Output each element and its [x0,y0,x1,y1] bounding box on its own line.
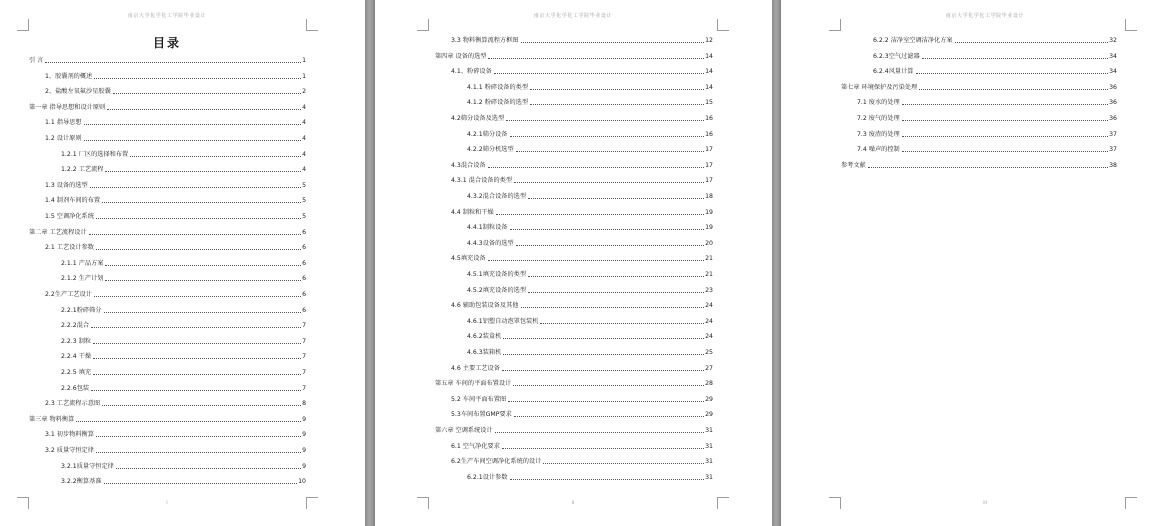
toc-entry[interactable] [29,443,306,455]
toc-entry-label: 4.2.1筛分设备 [467,130,508,138]
toc-entry-label: 4.3.1 混合设备的类型 [451,177,513,185]
toc-entry-page-number: 14 [705,68,713,76]
toc-entry-label: 4.2.2筛分机选型 [467,146,514,154]
toc-leader-dots [96,436,301,437]
margin-corner-mark [17,19,29,31]
toc-entry-label: 1.5 空调净化系统 [45,213,94,220]
toc-leader-dots [510,136,705,137]
toc-entry[interactable] [435,407,713,419]
toc-entry-label: 6.2.1设计参数 [467,473,508,481]
toc-entry[interactable] [29,349,306,361]
toc-entry-label: 4.5.1填充设备的类型 [467,271,527,278]
toc-entry[interactable] [29,334,306,346]
toc-entry-page-number: 4 [302,166,306,174]
margin-corner-mark [829,19,841,31]
toc-entry[interactable] [435,236,713,248]
toc-entry-page-number: 1 [302,72,306,80]
toc-leader-dots [495,432,704,433]
toc-leader-dots [76,421,301,422]
toc-entry[interactable] [841,33,1117,45]
margin-corner-mark [17,497,29,509]
toc-entry-page-number: 17 [705,177,713,185]
toc-entry[interactable] [29,240,306,252]
toc-entry-label: 6.2.2 洁净室空调洁净化方案 [873,37,953,44]
toc-leader-dots [94,78,301,79]
toc-entry[interactable] [435,470,713,482]
toc-entry-label: 1.3 设备的选型 [45,181,88,189]
page-header: 南京大学化学化工学院毕业设计 [127,13,207,19]
toc-leader-dots [503,338,704,339]
toc-leader-dots [94,296,301,297]
toc-entry-label: 3.2.1质量守恒定律 [61,462,114,470]
margin-corner-mark [417,497,429,509]
toc-entry-label: 4.1.2 粉碎设备的选型 [467,99,529,107]
toc-leader-dots [488,167,705,168]
toc-entry-label: 参考文献 [841,161,866,169]
toc-entry-page-number: 18 [705,193,713,200]
toc-entry-page-number: 24 [705,333,713,341]
toc-entry-label: 第五章 车间的平面布置设计 [435,380,512,388]
toc-entry-label: 4.4.3设备的选型 [467,239,514,247]
toc-leader-dots [90,187,301,188]
toc-leader-dots [45,62,301,63]
toc-entry-page-number: 5 [302,213,306,220]
toc-entry[interactable] [29,53,306,65]
toc-entry-label: 7.1 废水的处理 [857,99,900,107]
toc-entry[interactable] [435,423,713,435]
toc-leader-dots [96,218,301,219]
toc-leader-dots [93,374,301,375]
page-gap [365,0,375,526]
toc-entry-page-number: 36 [1109,115,1117,122]
toc-entry-label: 第四章 设备的选型 [435,52,487,60]
toc-leader-dots [514,182,704,183]
toc-leader-dots [516,245,704,246]
toc-entry[interactable] [29,318,306,330]
toc-entry-label: 第三章 物料衡算 [29,415,75,423]
toc-entry-label: 4.2筛分设备及选型 [451,115,505,122]
toc-entry-label: 2.2.3 制粒 [61,337,92,345]
toc-entry-page-number: 31 [705,427,713,434]
toc-leader-dots [916,73,1109,74]
toc-entry[interactable] [435,158,713,170]
page-number: I [166,500,168,505]
toc-title: 目录 [152,36,182,50]
toc-entry-label: 4.3.2混合设备的选型 [467,193,527,200]
toc-entry-label: 4.5填充设备 [451,255,486,263]
toc-entry-label: 3.1 初步物料衡算 [45,431,94,439]
toc-entry-page-number: 17 [705,161,713,169]
toc-entry[interactable] [435,49,713,61]
toc-entry[interactable] [435,298,713,310]
toc-entry-label: 2、盐酸左氧氟沙星胶囊 [45,88,111,96]
toc-entry-label: 4.4 制粒和干燥 [451,208,494,216]
toc-entry-page-number: 21 [705,255,713,263]
toc-entry-label: 7.3 废渣的处理 [857,130,900,138]
toc-leader-dots [516,151,704,152]
toc-entry-page-number: 25 [705,349,713,356]
toc-entry-label: 4.4.1制粒设备 [467,224,508,232]
toc-entry-page-number: 23 [705,286,713,294]
toc-entry[interactable] [435,205,713,217]
margin-corner-mark [417,19,429,31]
toc-leader-dots [84,124,301,125]
toc-leader-dots [102,202,301,203]
toc-entry[interactable] [841,158,1117,170]
toc-entry[interactable] [435,95,713,107]
toc-entry-label: 7.2 废气的处理 [857,115,900,122]
toc-entry-page-number: 29 [705,395,713,403]
margin-corner-mark [717,19,729,31]
toc-leader-dots [105,280,301,281]
toc-entry[interactable] [841,49,1117,61]
toc-leader-dots [91,327,301,328]
toc-leader-dots [521,42,705,43]
toc-leader-dots [107,109,301,110]
toc-entry-label: 2.2.6包装 [61,384,90,392]
toc-entry[interactable] [29,287,306,299]
margin-corner-mark [306,497,318,509]
toc-entry-page-number: 4 [302,119,306,127]
toc-entry-page-number: 9 [302,462,306,470]
toc-leader-dots [113,93,301,94]
page-header: 南京大学化学化工学院毕业设计 [945,13,1025,19]
toc-leader-dots [540,323,704,324]
toc-entry-page-number: 20 [705,239,713,247]
toc-entry[interactable] [435,127,713,139]
toc-entry-label: 第七章 环境保护及污染处理 [841,83,918,91]
toc-entry[interactable] [435,376,713,388]
toc-entry-label: 1.2.2 工艺流程 [61,166,104,174]
toc-entry[interactable] [29,193,306,205]
toc-entry-page-number: 16 [705,130,713,138]
toc-entry-page-number: 4 [302,150,306,158]
toc-leader-dots [89,234,301,235]
toc-leader-dots [902,151,1108,152]
toc-leader-dots [502,448,704,449]
toc-entry-label: 3.3 物料衡算流程方框图 [451,37,519,44]
page-gap [772,0,781,526]
toc-leader-dots [922,58,1108,59]
toc-entry-page-number: 10 [298,478,306,486]
toc-entry-label: 1、胶囊剂的概述 [45,72,93,80]
toc-entry-label: 6.1 空气净化要求 [451,442,500,450]
toc-entry[interactable] [29,69,306,81]
toc-entry[interactable] [435,189,713,201]
toc-leader-dots [919,89,1108,90]
toc-entry-page-number: 7 [302,369,306,376]
toc-entry-page-number: 6 [302,244,306,252]
toc-leader-dots [104,483,298,484]
toc-entry-page-number: 6 [302,275,306,283]
toc-entry[interactable] [29,115,306,127]
toc-leader-dots [84,140,301,141]
toc-entry-page-number: 19 [705,224,713,232]
toc-entry-page-number: 4 [302,135,306,142]
toc-entry-label: 6.2生产车间空调净化系统的设计 [451,458,542,466]
toc-entry-label: 4.3混合设备 [451,161,486,169]
toc-entry[interactable] [841,142,1117,154]
toc-entry[interactable] [841,64,1117,76]
toc-entry-label: 第二章 工艺流程设计 [29,228,87,236]
toc-entry-page-number: 9 [302,415,306,423]
toc-entry-label: 引 言 [29,57,44,64]
toc-entry-label: 2.3 工艺流程示意图 [45,400,101,408]
toc-entry[interactable] [841,127,1117,139]
toc-leader-dots [91,390,301,391]
page-header: 南京大学化学化工学院毕业设计 [533,13,613,19]
toc-entry[interactable] [29,412,306,424]
toc-entry-page-number: 1 [302,57,306,64]
toc-entry-page-number: 15 [705,99,713,107]
toc-entry[interactable] [29,459,306,471]
page-1 [0,0,365,526]
toc-entry[interactable] [29,162,306,174]
margin-corner-mark [306,19,318,31]
toc-leader-dots [528,276,704,277]
toc-entry-page-number: 24 [705,302,713,310]
toc-leader-dots [102,405,301,406]
toc-leader-dots [506,120,704,121]
toc-leader-dots [510,229,705,230]
toc-entry[interactable] [435,267,713,279]
toc-entry-label: 第六章 空调系统设计 [435,427,493,434]
toc-entry-label: 2.2.1粉碎筛分 [61,306,102,314]
toc-entry-page-number: 14 [705,83,713,91]
toc-entry[interactable] [435,439,713,451]
toc-entry-label: 5.2 车间平面布置图 [451,395,507,403]
toc-entry-label: 1.1 指导思想 [45,119,82,127]
toc-entry[interactable] [29,427,306,439]
toc-entry-page-number: 21 [705,271,713,278]
toc-entry[interactable] [435,173,713,185]
toc-entry-page-number: 6 [302,259,306,267]
toc-leader-dots [116,468,301,469]
toc-entry[interactable] [29,396,306,408]
toc-entry[interactable] [435,111,713,123]
toc-leader-dots [530,104,704,105]
toc-entry[interactable] [435,454,713,466]
toc-leader-dots [902,136,1108,137]
page-number: II [571,500,575,505]
toc-entry[interactable] [435,142,713,154]
toc-leader-dots [488,58,704,59]
toc-entry[interactable] [435,329,713,341]
toc-entry-label: 3.2 质量守恒定律 [45,447,94,454]
toc-leader-dots [902,120,1108,121]
toc-entry[interactable] [29,225,306,237]
toc-leader-dots [93,343,301,344]
toc-entry[interactable] [29,365,306,377]
toc-entry-page-number: 8 [302,400,306,408]
toc-entry-page-number: 7 [302,353,306,361]
toc-entry[interactable] [841,95,1117,107]
toc-entry-page-number: 17 [705,146,713,154]
toc-leader-dots [868,167,1108,168]
toc-entry[interactable] [29,131,306,143]
toc-entry-page-number: 19 [705,208,713,216]
toc-entry-label: 4.6.2装盒机 [467,333,502,341]
toc-leader-dots [96,249,301,250]
toc-entry[interactable] [841,111,1117,123]
toc-entry-label: 2.2.4 干燥 [61,353,92,361]
margin-corner-mark [1125,497,1137,509]
toc-entry-page-number: 34 [1109,52,1117,60]
toc-entry-label: 2.1.1 产品方案 [61,259,104,267]
toc-entry-label: 1.2.1 厂区的选择和布置 [61,150,129,158]
toc-leader-dots [496,214,704,215]
toc-entry-page-number: 7 [302,337,306,345]
page-number: III [983,500,987,505]
toc-entry-page-number: 29 [705,411,713,419]
toc-entry-label: 第一章 指导思想和设计原则 [29,103,106,111]
toc-entry-page-number: 9 [302,431,306,439]
toc-leader-dots [528,198,704,199]
toc-entry-page-number: 36 [1109,99,1117,107]
toc-entry-label: 2.2.2混合 [61,322,90,330]
toc-entry[interactable] [435,33,713,45]
toc-entry-page-number: 32 [1109,37,1117,44]
toc-entry-page-number: 31 [705,442,713,450]
toc-entry[interactable] [435,345,713,357]
toc-entry-label: 4.1.1 粉碎设备的类型 [467,83,529,91]
toc-entry-page-number: 31 [705,458,713,466]
toc-entry-page-number: 38 [1109,161,1117,169]
toc-entry[interactable] [29,209,306,221]
toc-entry[interactable] [435,361,713,373]
toc-entry[interactable] [435,314,713,326]
toc-leader-dots [513,385,704,386]
toc-entry-page-number: 5 [302,181,306,189]
toc-leader-dots [96,452,301,453]
toc-leader-dots [93,358,301,359]
margin-corner-mark [1125,19,1137,31]
toc-entry-label: 2.2生产工艺设计 [45,291,92,298]
toc-entry-label: 3.2.2衡算基准 [61,478,102,486]
toc-entry-label: 4.6.1铝塑自动泡罩包装机 [467,317,539,325]
toc-entry[interactable] [29,178,306,190]
toc-entry[interactable] [29,147,306,159]
margin-corner-mark [717,497,729,509]
toc-entry-page-number: 5 [302,197,306,205]
toc-entry-page-number: 7 [302,322,306,330]
toc-leader-dots [494,73,704,74]
toc-leader-dots [955,42,1109,43]
toc-entry-page-number: 16 [705,115,713,122]
toc-entry-page-number: 4 [302,103,306,111]
toc-entry-label: 6.2.3空气过滤器 [873,52,920,60]
toc-leader-dots [105,265,301,266]
toc-leader-dots [503,354,704,355]
page-3 [781,0,1154,526]
toc-entry-page-number: 28 [705,380,713,388]
toc-entry[interactable] [29,84,306,96]
toc-entry-page-number: 36 [1109,83,1117,91]
toc-leader-dots [502,370,704,371]
toc-leader-dots [902,104,1108,105]
toc-entry-label: 4.6 辅助包装设备及其他 [451,302,519,310]
toc-entry[interactable] [29,271,306,283]
toc-entry-page-number: 37 [1109,130,1117,138]
toc-entry-page-number: 7 [302,384,306,392]
toc-entry-label: 4.6 主要工艺设备 [451,364,500,372]
toc-leader-dots [510,479,705,480]
toc-entry-page-number: 6 [302,291,306,298]
toc-entry-page-number: 31 [705,473,713,481]
toc-entry-label: 4.6.3装箱机 [467,349,502,356]
toc-entry[interactable] [29,100,306,112]
toc-entry-page-number: 37 [1109,146,1117,154]
margin-corner-mark [829,497,841,509]
toc-entry[interactable] [29,303,306,315]
toc-entry-page-number: 6 [302,228,306,236]
toc-leader-dots [508,401,704,402]
toc-entry-page-number: 24 [705,317,713,325]
toc-leader-dots [543,463,704,464]
toc-entry[interactable] [435,283,713,295]
toc-leader-dots [488,260,705,261]
toc-entry[interactable] [29,381,306,393]
toc-entry-page-number: 27 [705,364,713,372]
toc-entry-page-number: 14 [705,52,713,60]
toc-entry-label: 6.2.4风量计算 [873,68,914,76]
toc-entry[interactable] [29,256,306,268]
toc-entry-label: 1.4 制剂车间的布置 [45,197,101,205]
toc-entry-label: 2.1 工艺设计参数 [45,244,94,252]
toc-entry-page-number: 6 [302,306,306,314]
toc-entry[interactable] [841,80,1117,92]
toc-entry-page-number: 34 [1109,68,1117,76]
toc-entry-label: 7.4 噪声的控制 [857,146,900,154]
page-2 [375,0,772,526]
toc-entry[interactable] [435,392,713,404]
toc-entry-label: 4.1、粉碎设备 [451,68,492,76]
toc-entry[interactable] [435,220,713,232]
toc-entry-page-number: 9 [302,447,306,454]
toc-leader-dots [130,156,301,157]
toc-entry-label: 1.2 设计原则 [45,135,82,142]
toc-entry[interactable] [435,64,713,76]
toc-leader-dots [105,171,301,172]
toc-entry-page-number: 12 [705,37,713,44]
toc-entry-label: 2.2.5 填充 [61,369,92,376]
toc-entry[interactable] [29,474,306,486]
toc-entry-label: 5.3车间布置GMP要求 [451,411,512,419]
toc-entry[interactable] [435,80,713,92]
toc-entry-label: 2.1.2 生产计划 [61,275,104,283]
toc-entry-label: 4.5.2填充设备的选型 [467,286,527,294]
toc-leader-dots [530,89,704,90]
toc-entry-page-number: 2 [302,88,306,96]
toc-leader-dots [521,307,705,308]
toc-entry[interactable] [435,251,713,263]
toc-leader-dots [514,416,704,417]
toc-leader-dots [528,292,704,293]
toc-leader-dots [104,312,302,313]
